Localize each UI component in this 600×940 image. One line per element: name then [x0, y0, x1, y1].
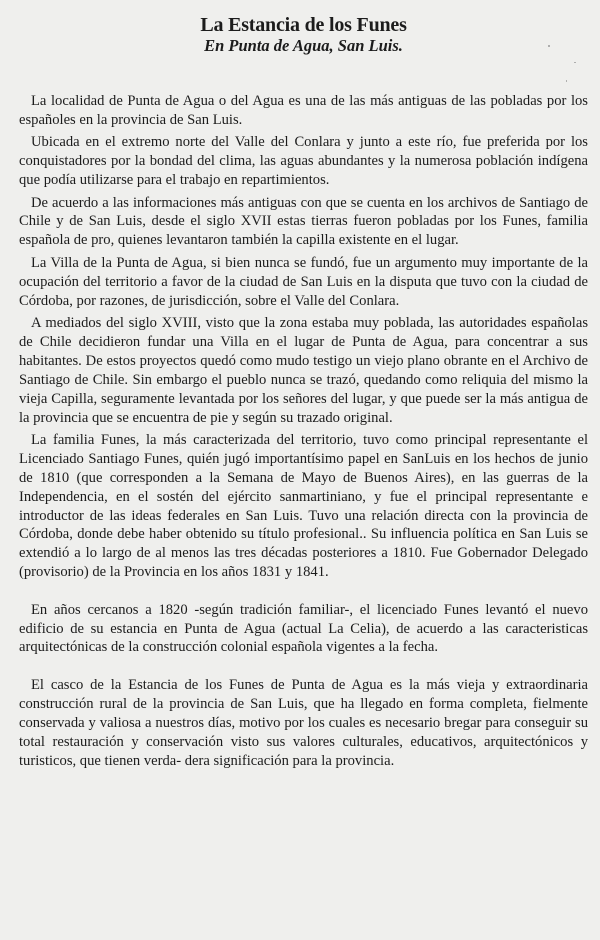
paragraph-8: El casco de la Estancia de los Funes de Punta de Agua es la más vieja y extraordinaria construcción rural de la provincia de San Luis, que ha llegado en forma completa, fielmente conservada y valiosa a nuestros días, motivo por los cuales es necesario bregar para conseguir su total restauración y conservación visto sus valores culturales, educativos, arquitectónicos y turisticos, que tienen verda- dera significación para la provincia. — [19, 676, 588, 769]
section-gap — [19, 661, 588, 676]
scan-speck — [574, 62, 576, 63]
paragraph-5: A mediados del siglo XVIII, visto que la zona estaba muy poblada, las autoridades españolas de Chile decidieron fundar una Villa en el lugar de Punta de Agua, para concentrar a sus habitantes. De estos proyectos quedó como mudo testigo un viejo plano obrante en el Archivo de Santiago de Chile. Sin embargo el pueblo nunca se trazó, quedando como reliquia del mismo la vieja Capilla, seguramente levantada por los señores del lugar, y que puede ser la más antigua de la provincia que se encuentra de pie y según su trazado original. — [19, 314, 588, 426]
paragraph-3: De acuerdo a las informaciones más antiguas con que se cuenta en los archivos de Santiago de Chile y de San Luis, desde el siglo XVII estas tierras fueron pobladas por los Funes, familia española de pro, quienes levantaron también la capilla existente en el lugar. — [19, 194, 588, 249]
scan-speck — [566, 80, 567, 82]
scan-speck — [548, 45, 550, 47]
paragraph-7: En años cercanos a 1820 -según tradición familiar-, el licenciado Funes levantó el nuevo edificio de su estancia en Punta de Agua (actual La Celia), de acuerdo a las caracteristicas arquitectónicas de la construcción colonial española vigentes a la fecha. — [19, 601, 588, 656]
document-subtitle: En Punta de Agua, San Luis. — [204, 36, 403, 55]
document-title: La Estancia de los Funes — [200, 14, 407, 36]
paragraph-4: La Villa de la Punta de Agua, si bien nunca se fundó, fue un argumento muy importante de la ocupación del territorio a favor de la ciudad de San Luis en la disputa que tuvo con la ciudad de Córdoba, por razones, de jurisdicción, sobre el Valle del Conlara. — [19, 254, 588, 309]
paragraph-1: La localidad de Punta de Agua o del Agua es una de las más antiguas de las pobladas por los españoles en la provincia de San Luis. — [19, 93, 588, 128]
section-gap — [19, 586, 588, 601]
paragraph-6: La familia Funes, la más caracterizada del territorio, tuvo como principal representante el Licenciado Santiago Funes, quién jugó importantísimo papel en SanLuis en los hechos de junio de 1810 (que corresponden a la Semana de Mayo de Buenos Aires), en las guerras de la Independencia, en el sostén del ejército sanmartiniano, y fue el principal representante e introductor de las ideas federales en San Luis. Tuvo una relación directa con la provincia de Córdoba, donde debe haber obtenido su título profesional.. Su influencia política en San Luis se extendió a lo largo de al menos las tres décadas posteriores a 1810. Fue Gobernador Delegado (provisorio) de la Provincia en los años 1831 y 1841. — [19, 431, 588, 581]
document-body — [19, 92, 588, 770]
paragraph-2: Ubicada en el extremo norte del Valle del Conlara y junto a este río, fue preferida por los conquistadores por la bondad del clima, las aguas abundantes y la numerosa población indígena que podía utilizarse para el trabajo en repartimientos. — [19, 134, 588, 189]
